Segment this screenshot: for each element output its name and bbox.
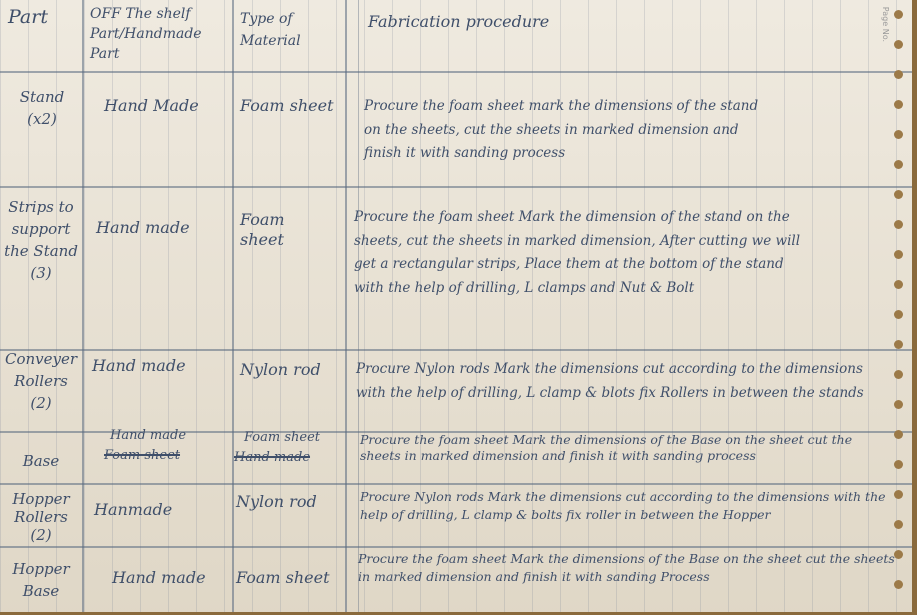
header-material: Type of Material xyxy=(240,11,301,49)
row-4-part: Base xyxy=(22,452,60,470)
row-3-type: Hand made xyxy=(92,356,186,375)
header-part: Part xyxy=(8,6,48,28)
row-6-type: Hand made xyxy=(112,568,206,587)
row-5-procedure: Procure Nylon rods Mark the dimensions cut according to the dimensions with the help of drilling, L clamp & bolts fix roller in between the Hopper xyxy=(360,489,886,522)
row-2-type: Hand made xyxy=(96,218,190,237)
row-3-procedure: Procure Nylon rods Mark the dimensions cut according to the dimensions with the help of drilling, L clamp & blots fix Rollers in between the stands xyxy=(356,361,864,401)
row-2-procedure: Procure the foam sheet Mark the dimension of the stand on the sheets, cut the sheets in marked dimension, After cutting we will get a rectangular strips, Place them at the bottom of the stand with the help of drilling, L clamps and Nut & Bolt xyxy=(354,209,801,296)
row-4-material-struck: Hand made xyxy=(234,450,311,465)
header-off-shelf: OFF The shelf Part/Handmade Part xyxy=(90,6,202,62)
row-4-procedure: Procure the foam sheet Mark the dimensions of the Base on the sheet cut the sheets in marked dimension and finish it with sanding process xyxy=(360,432,853,463)
row-1-part: Stand (x2) xyxy=(19,88,65,128)
row-4-type-struck: Foam sheet xyxy=(104,448,181,463)
header-procedure: Fabrication procedure xyxy=(368,12,550,31)
row-6-part: Hopper Base xyxy=(12,560,70,600)
row-1-type: Hand Made xyxy=(104,96,199,115)
row-2-part: Strips to support the Stand (3) xyxy=(4,198,78,282)
row-4-type: Hand made xyxy=(110,428,187,443)
row-2-material: Foam sheet xyxy=(240,210,285,249)
row-1-procedure: Procure the foam sheet mark the dimensions of the stand on the sheets, cut the sheets in marked dimension and finish it with sanding process xyxy=(364,98,759,161)
page-number-label: Page No. xyxy=(881,6,890,42)
row-4-material: Foam sheet xyxy=(244,430,321,445)
row-5-type: Hanmade xyxy=(94,500,173,519)
row-6-material: Foam sheet xyxy=(236,568,330,587)
row-1-material: Foam sheet xyxy=(240,96,334,115)
row-5-part: Hopper Rollers (2) xyxy=(12,490,70,544)
row-6-procedure: Procure the foam sheet Mark the dimensions of the Base on the sheet cut the sheets in marked dimension and finish it with sanding Process xyxy=(358,551,895,584)
row-3-part: Conveyer Rollers (2) xyxy=(4,350,78,412)
row-5-material: Nylon rod xyxy=(236,492,317,511)
binding-holes xyxy=(890,0,908,612)
row-3-material: Nylon rod xyxy=(240,360,321,379)
